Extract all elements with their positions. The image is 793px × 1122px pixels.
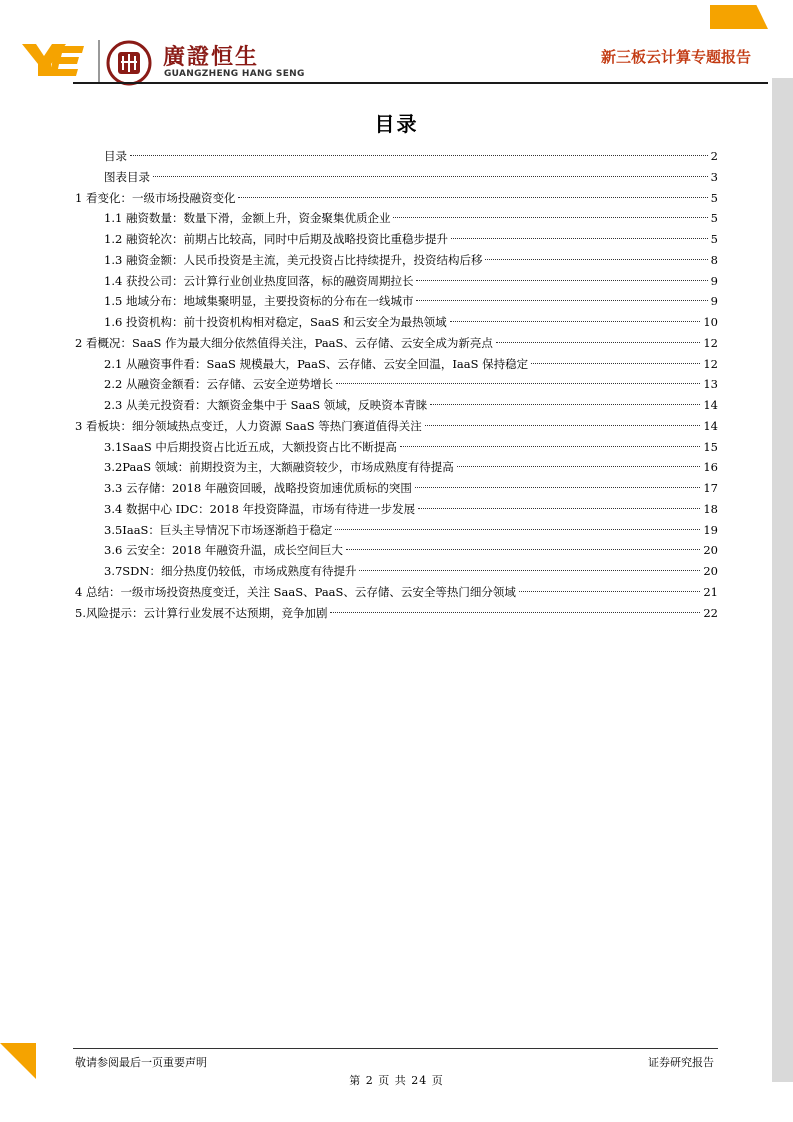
toc-entry[interactable] (104, 437, 718, 458)
toc-entry[interactable] (104, 374, 718, 395)
toc-entry-page: 14 (703, 418, 718, 433)
toc-dot-leader (531, 363, 700, 364)
toc-entry[interactable] (104, 520, 718, 541)
toc-entry-page: 3 (710, 169, 718, 184)
toc-entry[interactable] (104, 395, 718, 416)
toc-entry-title: 3.7SDN：细分热度仍较低，市场成熟度有待提升 (104, 564, 357, 578)
toc-entry-title: 1 看变化：一级市场投融资变化 (75, 190, 236, 205)
toc-dot-leader (400, 446, 700, 447)
toc-dot-leader (519, 591, 700, 592)
toc-entry-title: 1.3 融资金额：人民币投资是主流，美元投资占比持续提升，投资结构后移 (104, 252, 483, 267)
toc-entry-page: 20 (703, 543, 718, 558)
toc-dot-leader (485, 259, 707, 260)
toc-entry-title: 1.2 融资轮次：前期占比较高，同时中后期及战略投资比重稳步提升 (104, 232, 448, 246)
toc-dot-leader (457, 466, 701, 467)
toc-entry-page: 17 (703, 481, 718, 495)
toc-entry[interactable] (104, 540, 718, 561)
toc-entry-page: 21 (703, 584, 718, 599)
toc-entry[interactable] (75, 333, 718, 354)
toc-entry[interactable] (104, 271, 718, 292)
footer-divider (73, 1048, 718, 1049)
toc-entry[interactable] (104, 250, 718, 271)
toc-dot-leader (450, 321, 701, 322)
toc-dot-leader (335, 529, 700, 530)
toc-entry-page: 14 (703, 398, 718, 412)
toc-entry[interactable] (104, 146, 718, 167)
toc-entry-title: 3.2PaaS 领域：前期投资为主，大额融资较少，市场成熟度有待提高 (104, 460, 454, 475)
toc-entry-page: 18 (703, 501, 718, 516)
brand-name-cn: 廣證恒生 (163, 45, 260, 70)
toc-dot-leader (451, 238, 708, 239)
toc-entry-page: 5 (710, 232, 718, 246)
toc-dot-leader (330, 612, 700, 613)
toc-entry-page: 12 (703, 335, 718, 350)
toc-entry-title: 3 看板块：细分领域热点变迁，人力资源 SaaS 等热门赛道值得关注 (75, 418, 422, 433)
toc-entry-page: 19 (703, 522, 718, 537)
toc-entry-page: 9 (710, 273, 718, 288)
toc-entry[interactable] (104, 457, 718, 478)
toc-entry[interactable] (104, 499, 718, 520)
toc-entry-page: 5 (710, 190, 718, 205)
toc-dot-leader (153, 176, 708, 177)
toc-entry-title: 1.4 获投公司：云计算行业创业热度回落，标的融资周期拉长 (104, 273, 414, 288)
toc-dot-leader (416, 280, 707, 281)
footer-report-type: 证券研究报告 (648, 1056, 714, 1069)
logo-divider (98, 40, 100, 84)
toc-entry[interactable] (104, 312, 718, 333)
toc-dot-leader (425, 425, 701, 426)
toc-entry-title: 2.2 从融资金额看：云存储、云安全逆势增长 (104, 377, 333, 392)
toc-dot-leader (238, 197, 707, 198)
toc-entry-page: 20 (703, 564, 718, 578)
toc-dot-leader (359, 570, 700, 571)
toc-entry-title: 2.1 从融资事件看：SaaS 规模最大，PaaS、云存储、云安全回温，IaaS 保持稳定 (104, 356, 529, 371)
toc-entry-title: 图表目录 (104, 169, 150, 184)
toc-dot-leader (415, 487, 700, 488)
toc-entry-title: 3.1SaaS 中后期投资占比近五成，大额投资占比不断提高 (104, 439, 397, 454)
toc-entry-title: 1.6 投资机构：前十投资机构相对稳定，SaaS 和云安全为最热领域 (104, 315, 447, 329)
guangzheng-seal-icon (106, 40, 152, 86)
toc-entry-page: 15 (703, 439, 718, 454)
corner-accent-top (710, 5, 768, 29)
page-number: 第 2 页 共 24 页 (349, 1074, 444, 1087)
toc-entry[interactable] (104, 208, 718, 229)
footer-disclaimer: 敬请参阅最后一页重要声明 (75, 1056, 207, 1069)
brand-name-en: GUANGZHENG HANG SENG (164, 69, 305, 79)
toc-entry-page: 10 (703, 315, 718, 329)
toc-entry-page: 22 (703, 605, 718, 620)
toc-entry-page: 16 (703, 460, 718, 475)
ye-logo-icon (22, 42, 84, 78)
toc-entry[interactable] (75, 603, 718, 624)
header-divider (73, 82, 768, 84)
toc-dot-leader (346, 549, 700, 550)
toc-entry-page: 2 (710, 149, 718, 163)
toc-entry-page: 9 (710, 294, 718, 309)
toc-entry[interactable] (104, 561, 718, 582)
toc-entry[interactable] (104, 291, 718, 312)
toc-entry-title: 3.5IaaS：巨头主导情况下市场逐渐趋于稳定 (104, 522, 333, 537)
toc-dot-leader (416, 300, 707, 301)
toc-dot-leader (393, 217, 707, 218)
toc-entry-title: 1.5 地域分布：地域集聚明显，主要投资标的分布在一线城市 (104, 294, 414, 309)
toc-entry-page: 13 (703, 377, 718, 392)
toc-dot-leader (430, 404, 700, 405)
toc-dot-leader (336, 383, 700, 384)
toc-entry-title: 4 总结：一级市场投资热度变迁，关注 SaaS、PaaS、云存储、云安全等热门细分领域 (75, 584, 516, 599)
toc-entry[interactable] (104, 478, 718, 499)
toc-entry[interactable] (104, 229, 718, 250)
toc-entry-page: 5 (710, 211, 718, 226)
toc-entry-page: 12 (703, 356, 718, 371)
toc-entry[interactable] (75, 582, 718, 603)
toc-entry-title: 1.1 融资数量：数量下滑，金额上升，资金聚集优质企业 (104, 211, 391, 226)
toc-entry-title: 2 看概况：SaaS 作为最大细分依然值得关注，PaaS、云存储、云安全成为新亮点 (75, 335, 493, 350)
toc-entry[interactable] (75, 416, 718, 437)
toc-title: 目录 (374, 112, 419, 136)
toc-entry-title: 3.6 云安全：2018 年融资升温，成长空间巨大 (104, 543, 343, 558)
report-title: 新三板云计算专题报告 (600, 48, 751, 66)
toc-dot-leader (418, 508, 700, 509)
toc-entry[interactable] (104, 354, 718, 375)
toc-entry-title: 3.3 云存储：2018 年融资回暖，战略投资加速优质标的突围 (104, 481, 412, 495)
toc-entry-title: 目录 (104, 149, 127, 163)
toc-entry-title: 3.4 数据中心 IDC：2018 年投资降温，市场有待进一步发展 (104, 501, 416, 516)
toc-entry-page: 8 (710, 252, 718, 267)
toc-entry[interactable] (104, 167, 718, 188)
toc-dot-leader (130, 155, 708, 156)
right-side-bar (772, 78, 793, 1082)
toc-entry-title: 2.3 从美元投资看：大额资金集中于 SaaS 领域，反映资本青睐 (104, 398, 428, 412)
toc-entry[interactable] (75, 188, 718, 209)
toc-dot-leader (496, 342, 700, 343)
toc-entry-title: 5.风险提示：云计算行业发展不达预期，竞争加剧 (75, 605, 328, 620)
